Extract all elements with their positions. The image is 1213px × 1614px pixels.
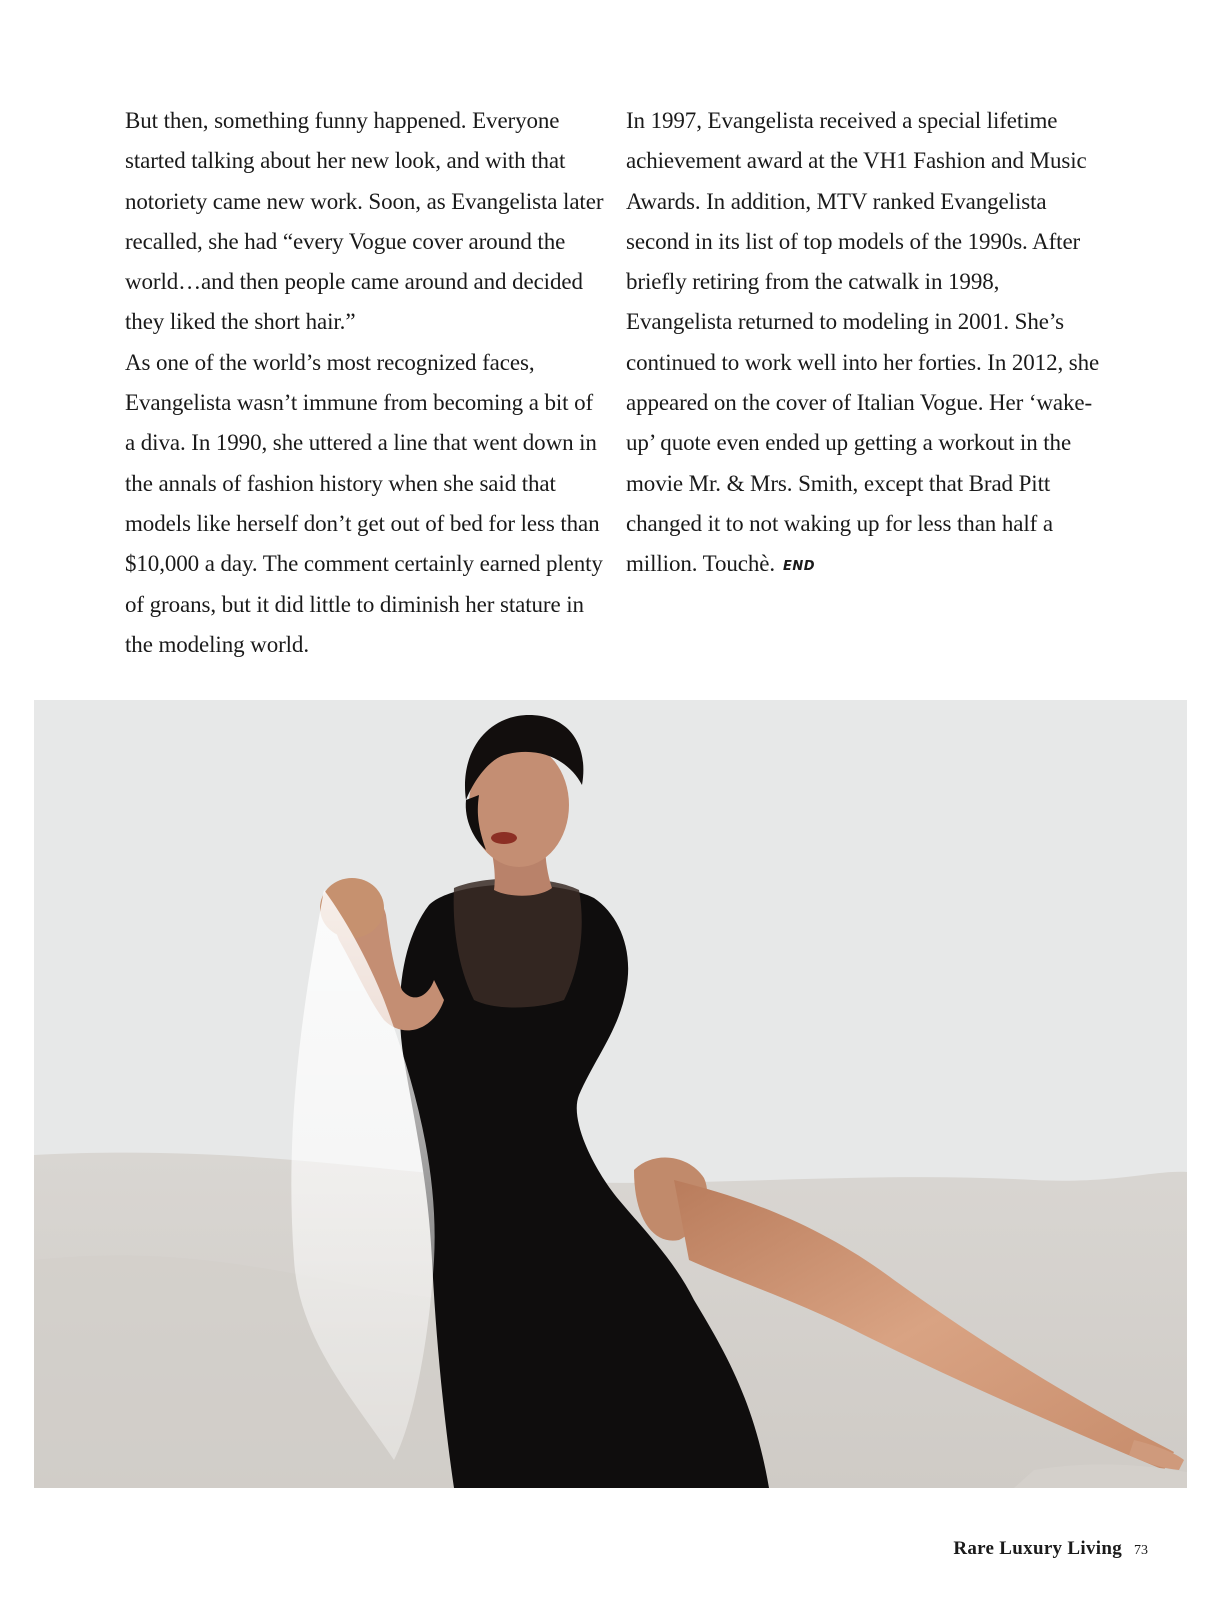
paragraph	[626, 101, 1106, 588]
article-column-left	[125, 101, 605, 665]
article-column-right	[626, 101, 1106, 588]
page-footer	[953, 1538, 1148, 1560]
article-photo	[34, 700, 1187, 1488]
end-mark: END	[783, 559, 816, 575]
model-photo-illustration	[34, 700, 1187, 1488]
paragraph-text: In 1997, Evangelista received a special lifetime achievement award at the VH1 Fashion and Music Awards. In addition, MTV ranked Evangelista second in its list of top models of the 1990s. After briefly retiring from the catwalk in 1998, Evangelista returned to modeling in 2001. She’s continued to work well into her forties. In 2012, she appeared on the cover of Italian Vogue. Her ‘wake-up’ quote even ended up getting a workout in the movie Mr. & Mrs. Smith, except that Brad Pitt changed it to not waking up for less than half a million. Touchè.	[626, 108, 1100, 577]
paragraph: As one of the world’s most recognized faces, Evangelista wasn’t immune from becoming a bit of a diva. In 1990, she uttered a line that went down in the annals of fashion history when she said that models like herself don’t get out of bed for less than $10,000 a day. The comment certainly earned plenty of groans, but it did little to diminish her stature in the modeling world.	[125, 349, 603, 657]
page-number: 73	[1134, 1543, 1148, 1558]
publication-name: Rare Luxury Living	[953, 1538, 1122, 1559]
paragraph: But then, something funny happened. Everyone started talking about her new look, and with that notoriety came new work. Soon, as Evangelista later recalled, she had “every Vogue cover around the world…and then people came around and decided they liked the short hair.”	[125, 108, 604, 335]
